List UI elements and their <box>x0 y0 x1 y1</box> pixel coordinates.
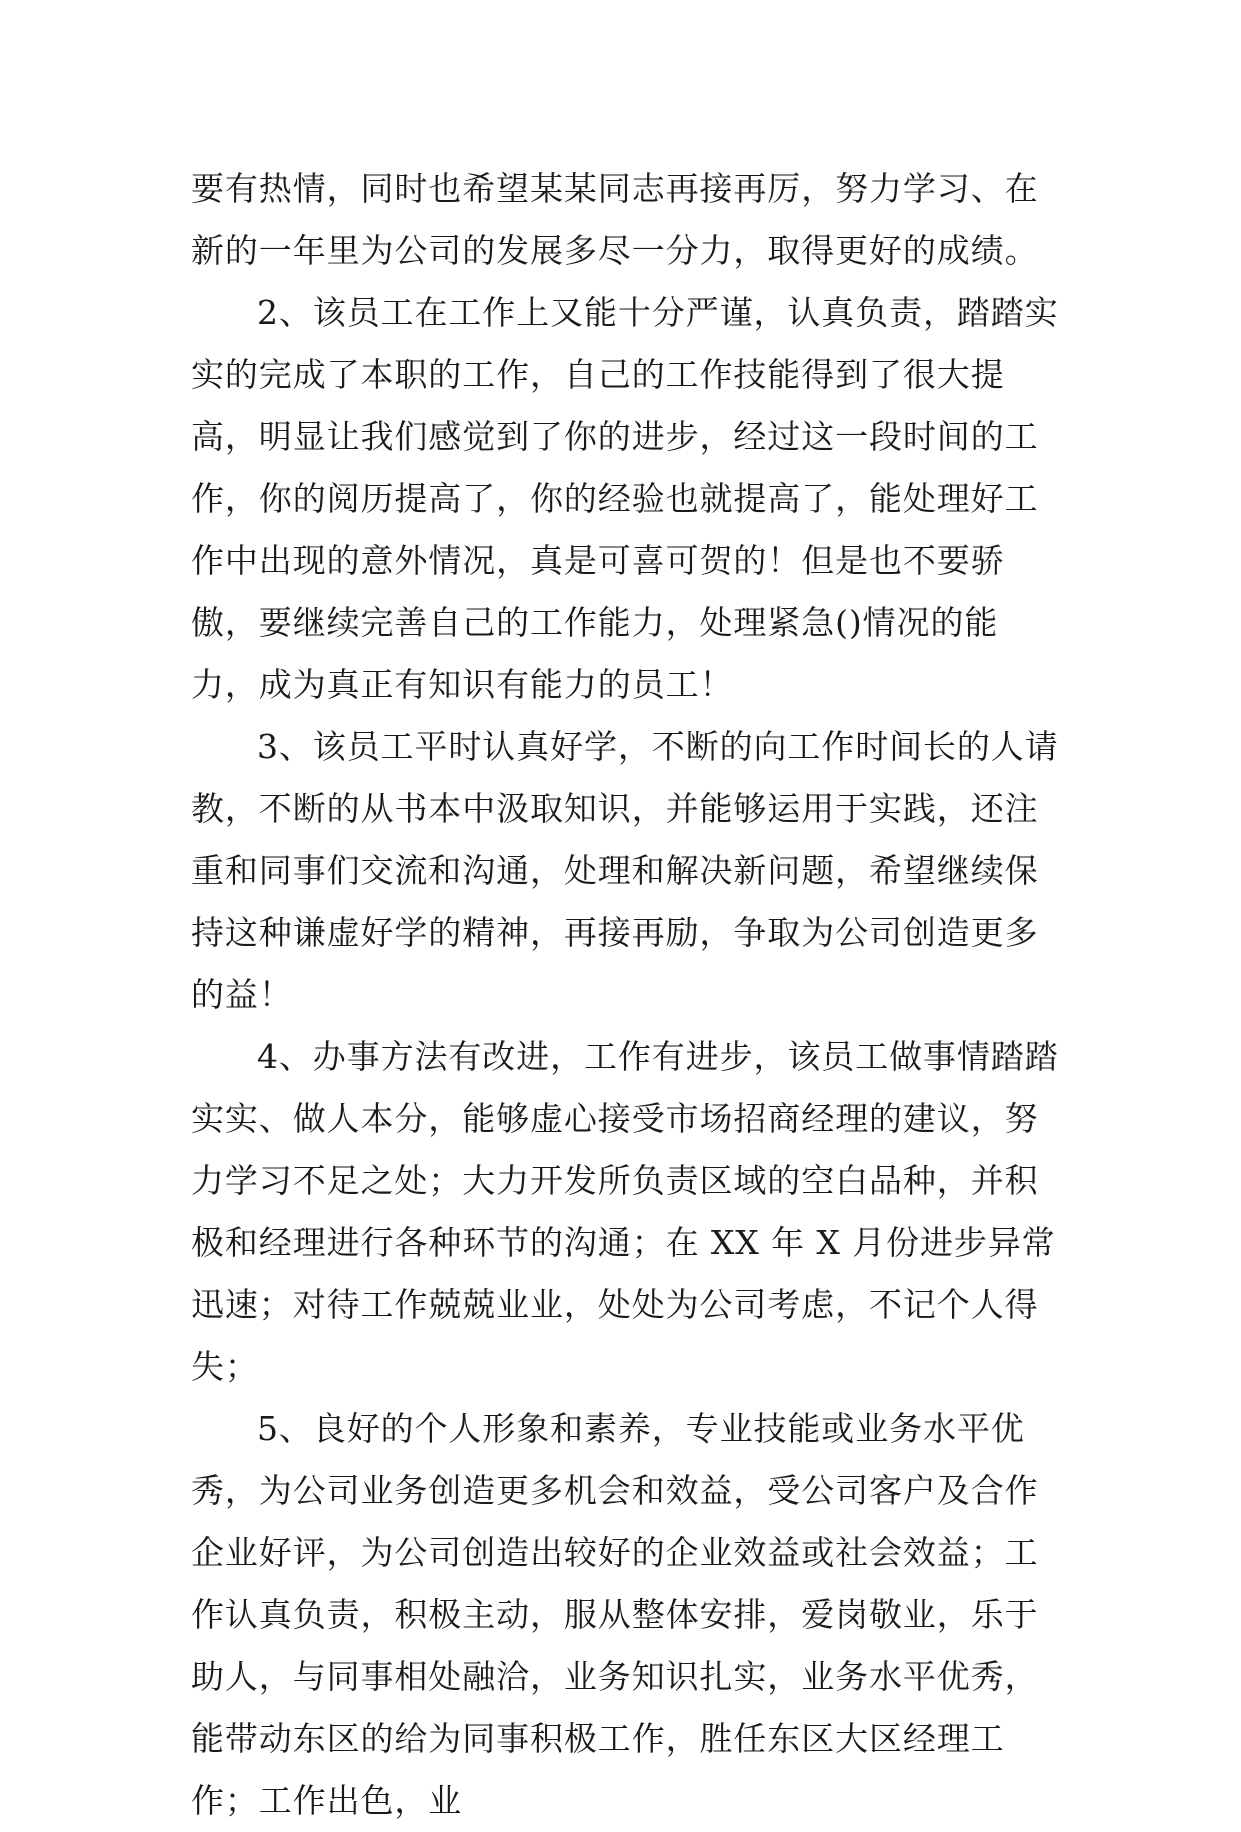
paragraph-3: 3、该员工平时认真好学，不断的向工作时间长的人请教，不断的从书本中汲取知识，并能够运用于实践，还注重和同事们交流和沟通，处理和解决新问题，希望继续保持这种谦虚好学的精神，再接再励，争取为公司创造更多的益！ <box>191 727 1059 1014</box>
paragraph-5: 5、良好的个人形象和素养，专业技能或业务水平优秀，为公司业务创造更多机会和效益，受公司客户及合作企业好评，为公司创造出较好的企业效益或社会效益；工作认真负责，积极主动，服从整体安排，爱岗敬业，乐于助人，与同事相处融洽，业务知识扎实，业务水平优秀，能带动东区的给为同事积极工作，胜任东区大区经理工作；工作出色，业 <box>191 1409 1039 1820</box>
paragraph-2: 2、该员工在工作上又能十分严谨，认真负责，踏踏实实的完成了本职的工作，自己的工作技能得到了很大提高，明显让我们感觉到了你的进步，经过这一段时间的工作，你的阅历提高了，你的经验也就提高了，能处理好工作中出现的意外情况，真是可喜可贺的！但是也不要骄傲，要继续完善自己的工作能力，处理紧急()情况的能力，成为真正有知识有能力的员工！ <box>191 293 1059 704</box>
document-body <box>191 158 1061 1832</box>
paragraph-4: 4、办事方法有改进，工作有进步，该员工做事情踏踏实实、做人本分，能够虚心接受市场招商经理的建议，努力学习不足之处；大力开发所负责区域的空白品种，并积极和经理进行各种环节的沟通；在 XX 年 X 月份进步异常迅速；对待工作兢兢业业，处处为公司考虑，不记个人得失； <box>191 1037 1059 1386</box>
paragraph-1: 要有热情，同时也希望某某同志再接再厉，努力学习、在新的一年里为公司的发展多尽一分力，取得更好的成绩。 <box>191 169 1039 270</box>
